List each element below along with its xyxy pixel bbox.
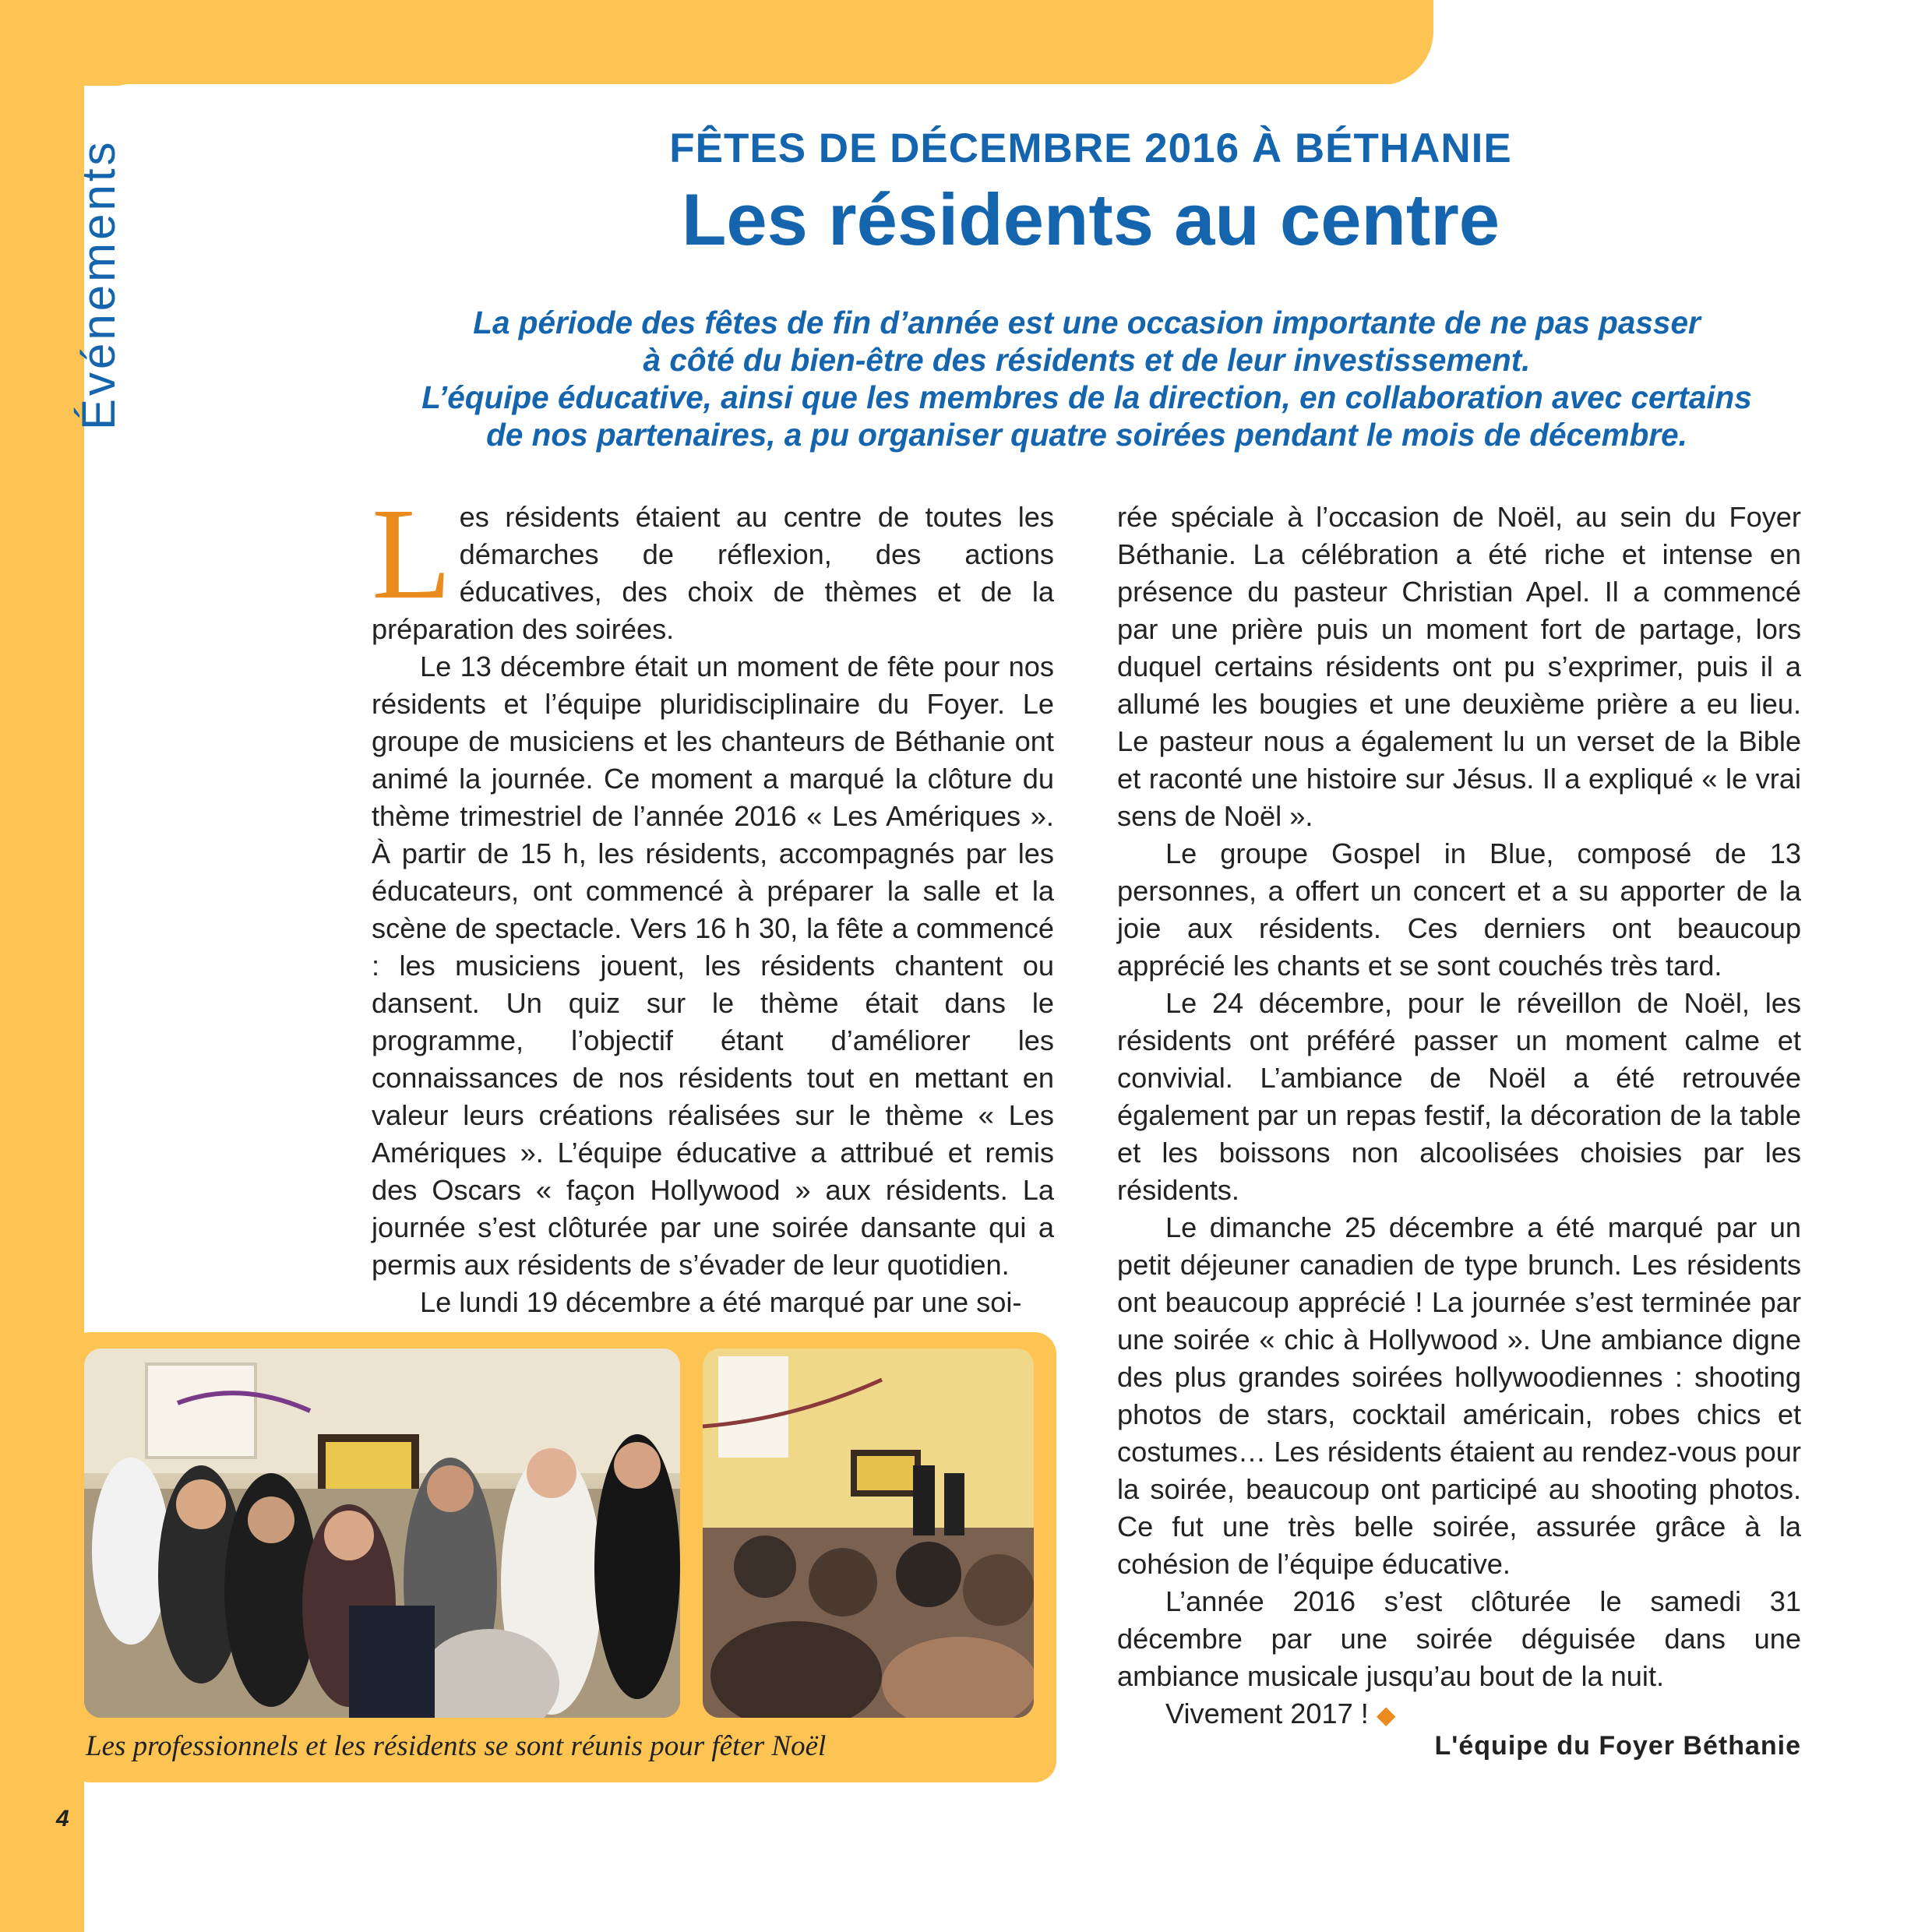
diamond-icon: ◆ bbox=[1376, 1701, 1396, 1729]
photo-gospel-concert-illustration bbox=[703, 1349, 1034, 1718]
section-label: Événements bbox=[72, 139, 125, 430]
photo-gospel-concert bbox=[703, 1349, 1034, 1718]
intro-line: de nos partenaires, a pu organiser quatre soirées pendant le mois de décembre. bbox=[486, 417, 1687, 453]
photo-group-oscars bbox=[84, 1349, 680, 1718]
intro-line: à côté du bien-être des résidents et de leur investissement. bbox=[643, 342, 1531, 378]
article-intro bbox=[366, 304, 1807, 453]
body-paragraph: Le dimanche 25 décembre a été marqué par un petit déjeuner canadien de type brunch. Les résidents ont beaucoup apprécié ! La journée s’est terminée par une soirée « chic à Hollywood ». Une ambiance digne des plus grandes soirées hollywoodiennes : shooting photos de stars, cocktail américain, robes chics et costumes… Les résidents étaient au rendez-vous pour la soirée, beaucoup ont participé au shooting photos. Ce fut une très belle soirée, assurée grâce à la cohésion de l’équipe éducative. bbox=[1117, 1211, 1801, 1580]
body-paragraph: Vivement 2017 ! ◆ bbox=[1165, 1698, 1396, 1729]
body-column-right bbox=[1117, 499, 1801, 1733]
body-paragraph: Le groupe Gospel in Blue, composé de 13 personnes, a offert un concert et a su apporter de la joie aux résidents. Ces derniers ont beaucoup apprécié les chants et se sont couchés très tard. bbox=[1117, 837, 1801, 982]
body-paragraph: rée spéciale à l’occasion de Noël, au sein du Foyer Béthanie. La célébration a été riche et intense en présence du pasteur Christian Apel. Il a commencé par une prière puis un moment fort de partage, lors duquel certains résidents ont pu s’exprimer, puis il a allumé les bougies et une deuxième prière a eu lieu. Le pasteur nous a également lu un verset de la Bible et raconté une histoire sur Jésus. Il a expliqué « le vrai sens de Noël ». bbox=[1117, 501, 1801, 832]
page-number: 4 bbox=[56, 1806, 69, 1832]
body-paragraph: L’année 2016 s’est clôturée le samedi 31 décembre par une soirée déguisée dans une ambiance musicale jusqu’au bout de la nuit. bbox=[1117, 1585, 1801, 1692]
photo-caption: Les professionnels et les résidents se sont réunis pour fêter Noël bbox=[86, 1730, 827, 1762]
intro-line: L’équipe éducative, ainsi que les membres de la direction, en collaboration avec certains bbox=[421, 379, 1752, 415]
photo-group-oscars-illustration bbox=[84, 1349, 680, 1718]
body-column-left bbox=[372, 481, 1054, 1321]
body-paragraph: Les résidents étaient au centre de toutes les démarches de réflexion, des actions éducatives, des choix de thèmes et de la préparation des soirées. bbox=[372, 481, 1054, 645]
body-paragraph: Le 24 décembre, pour le réveillon de Noël, les résidents ont préféré passer un moment calme et convivial. L’ambiance de Noël a été retrouvée également par un repas festif, la décoration de la table et les boissons non alcoolisées choisies par les résidents. bbox=[1117, 987, 1801, 1206]
article-kicker: FÊTES DE DÉCEMBRE 2016 À BÉTHANIE bbox=[669, 125, 1512, 171]
article-headline: Les résidents au centre bbox=[681, 178, 1500, 260]
body-paragraph: Le lundi 19 décembre a été marqué par une soi- bbox=[420, 1286, 1022, 1318]
drop-cap: L bbox=[372, 481, 452, 626]
top-frame-band bbox=[0, 0, 1433, 86]
article-signature: L'équipe du Foyer Béthanie bbox=[1434, 1731, 1801, 1761]
intro-line: La période des fêtes de fin d’année est une occasion importante de ne pas passer bbox=[473, 305, 1701, 340]
body-paragraph: Le 13 décembre était un moment de fête pour nos résidents et l’équipe pluridisciplinaire du Foyer. Le groupe de musiciens et les chanteurs de Béthanie ont animé la journée. Ce moment a marqué la clôture du thème trimestriel de l’année 2016 « Les Amériques ». À partir de 15 h, les résidents, accompagnés par les éducateurs, ont commencé à préparer la salle et la scène de spectacle. Vers 16 h 30, la fête a commencé : les musiciens jouent, les résidents chantent ou dansent. Un quiz sur le thème était dans le programme, l’objectif étant d’améliorer les connaissances de nos résidents tout en mettant en valeur leurs créations réalisées sur le thème « Les Amériques ». L’équipe éducative a attribué et remis des Oscars « façon Hollywood » aux résidents. La journée s’est clôturée par une soirée dansante qui a permis aux résidents de s’évader de leur quotidien. bbox=[372, 650, 1054, 1281]
